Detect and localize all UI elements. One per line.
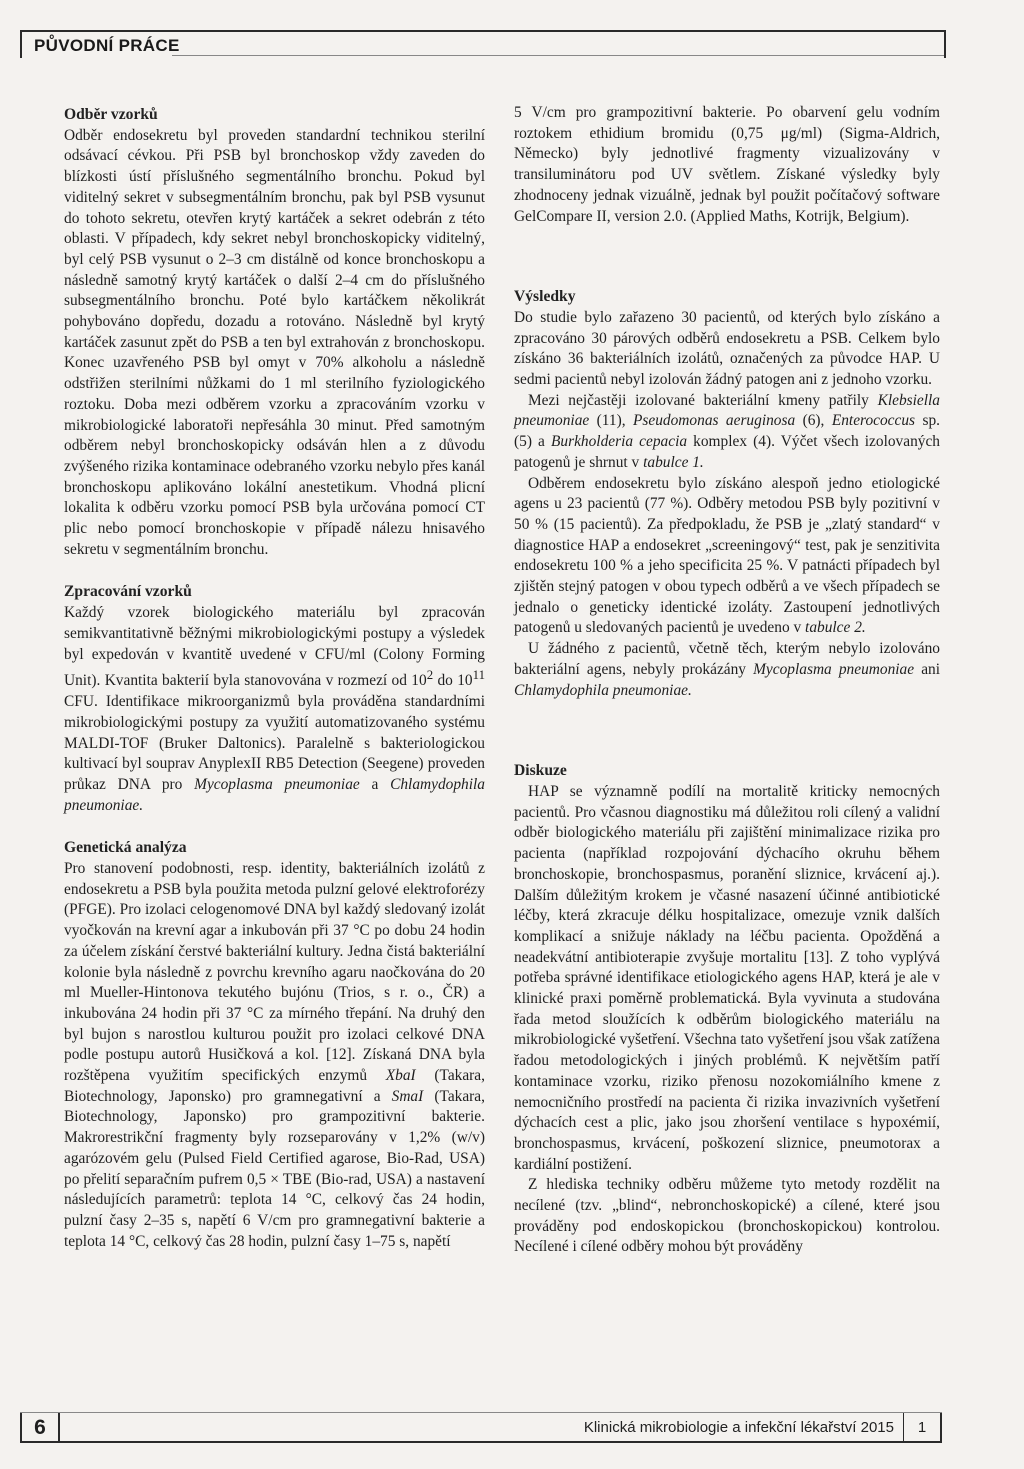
header-rule [172,55,944,56]
right-column [514,103,940,1258]
section-label: PŮVODNÍ PRÁCE [34,36,180,55]
paragraph-continued: 5 V/cm pro grampozitivní bakterie. Po obarvení gelu vodním roztokem ethidium bromidu (0,75 μg/ml) (Sigma-Aldrich, Německo) byly jednotlivé fragmenty vizualizovány v transiluminátoru pod UV světlem. Získané výsledky byly zhodnoceny jednak vizuálně, jednak byl použit počítačový software GelCompare II, version 2.0. (Applied Maths, Kotrijk, Belgium). [514,104,940,225]
left-column [64,105,485,1252]
paragraph-zpracovani-vzorku: Každý vzorek biologického materiálu byl zpracován semikvantitativně běžnými mikrobiologickými postupy a výsledek byl expedován v kvantitě uvedené v CFU/ml (Colony Forming Unit). Kvantita bakterií byla stanovována v rozmezí od $10^2$ do $10^{11}$ CFU. Identifikace mikroorganizmů byla prováděna standardními mikrobiologickými postupy za využití automatizovaného systému MALDI-TOF (Bruker Daltonics). Paralelně s bakteriologickou kultivací byl souprav AnyplexII RB5 Detection (Seegene) proveden průkaz DNA pro Mycoplasma pneumoniae a Chlamydophila pneumoniae. [64,604,485,814]
header-bar [20,30,946,58]
paragraph-odber-vzorku: Odběr endosekretu byl proveden standardní technikou sterilní odsávací cévkou. Při PSB byl bronchoskop vždy zaveden do blízkosti ústí příslušného segmentálního bronchu. Pokud byl viditelný sekret v subsegmentálním bronchu, pak byl PSB vysunut do tohoto sekretu, otevřen krytý kartáček a sekret odebrán z této oblasti. V případech, kdy sekret nebyl bronchoskopicky viditelný, byl celý PSB vysunut o 2–3 cm distálně od konce bronchoskopu a následně samotný krytý kartáček o další 2–4 cm do příslušného subsegmentálního bronchu. Poté bylo kartáčkem několikrát pohybováno dopředu, dozadu a rotováno. Následně byl krytý kartáček zasunut zpět do PSB a ten byl extrahován z bronchoskopu. Konec uzavřeného PSB byl omyt v 70% alkoholu a následně odstřižen sterilními nůžkami do 1 ml sterilního fyziologického roztoku. Doba mezi odběrem vzorku a zpracováním vzorku v mikrobiologické laboratoři nepřesáhla 30 minut. Před samotným odběrem nebyl bronchoskopicky odsáván hlen a z důvodu zvýšeného rizika kontaminace odebraného vzorku nebylo přes kanál bronchoskopu aplikováno lokální anestetikum. Vhodná plicní lokalita k odběru vzorku pomocí PSB byla určována pomocí CT plic nebo pomocí bronchoskopie v případě nálezu hnisavého sekretu v segmentálním bronchu. [64,126,485,558]
issue-number: 1 [903,1413,942,1441]
paragraph-vysledky-2: Mezi nejčastěji izolované bakteriální kmeny patřily Klebsiella pneumoniae (11), Pseudomonas aeruginosa (6), Enterococcus sp. (5) a Burkholderia cepacia komplex (4). Výčet všech izolovaných patogenů je shrnut v tabulce 1. [514,391,940,471]
journal-title: Klinická mikrobiologie a infekční lékařství 2015 [583,1419,894,1436]
heading-odber-vzorku: Odběr vzorků [64,106,158,123]
paragraph-vysledky-3: Odběrem endosekretu bylo získáno alespoň jedno etiologické agens u 23 pacientů (77 %). Odběry metodou PSB byly pozitivní v 50 % (15 pacientů). Za předpokladu, že PSB je „zlatý standard“ v diagnostice HAP a endosekret „screeningový“ test, pak je senzitivita endosekretu 100 % a jeho specificita 25 %. V patnácti případech byl zjištěn stejný patogen v obou typech odběrů a ve všech případech se jednalo o geneticky identické izoláty. Zastoupení jednotlivých patogenů u sledovaných pacientů je uvedeno v tabulce 2. [514,474,940,637]
paragraph-diskuze-1: HAP se významně podílí na mortalitě kriticky nemocných pacientů. Pro včasnou diagnostiku má důležitou roli cílený a validní odběr biologického materiálu při zajištění minimalizace rizika pro pacienta (například rozpojování dýchacího okruhu během bronchoskopie, bronchospasmus, poranění sliznice, krvácení aj.). Dalším důležitým krokem je včasné nasazení účinné antibiotické léčby, která zkracuje délku hospitalizace, omezuje vznik dalších komplikací a snižuje náklady na léčbu pacienta. Opožděná a neadekvátní antibioterapie zvyšuje mortalitu [13]. Z toho vyplývá potřeba správné identifikace etiologického agens HAP, která je ale v klinické praxi poměrně problematická. Byla vyvinuta a studována řada metod sloužících k odběrům biologického materiálu na mikrobiologické vyšetření. Všechna tato vyšetření jsou však zatížena řadou metodologických i jiných problémů. K největším patří kontaminace vzorku, riziko přenosu nozokomiálního kmene z nemocničního prostředí na pacienta či rizika invazivních vyšetření dýchacích cest a plic, jako jsou zhoršení ventilace s hypoxémií, bronchospasmus, krvácení, poškození sliznice, pneumotorax a kardiální postižení. [514,782,940,1173]
paragraph-geneticka-analyza: Pro stanovení podobnosti, resp. identity, bakteriálních izolátů z endosekretu a PSB byla použita metoda pulzní gelové elektroforézy (PFGE). Pro izolaci celogenomové DNA byl každý sledovaný izolát vyočkován na krevní agar a inkubován při 37 °C po dobu 24 hodin za účelem získání čerstvé bakteriální kultury. Jedna čistá bakteriální kolonie byla následně z povrchu krevního agaru naočkována do 20 ml Mueller-Hintonova tekutého bujónu (Trios, s r. o., ČR) a inkubována 24 hodin při 37 °C za mírného třepání. Na druhý den byl bujon s narostlou kulturou použit pro izolaci celkové DNA podle postupu autorů Husičková a kol. [12]. Získaná DNA byla rozštěpena využitím specifických enzymů XbaI (Takara, Biotechnology, Japonsko) pro gramnegativní a SmaI (Takara, Biotechnology, Japonsko) pro grampozitivní bakterie. Makrorestrikční fragmenty byly rozseparovány v 1,2% (w/v) agarózovém gelu (Pulsed Field Certified agarose, Bio-Rad, USA) po přelití separačním pufrem 0,5 × TBE (Bio-rad, USA) a nastavení následujících parametrů: teplota 14 °C, celkový čas 24 hodin, pulzní časy 2–35 s, napětí 6 V/cm pro gramnegativní bakterie a teplota 14 °C, celkový čas 28 hodin, pulzní časy 1–75 s, napětí [64,860,485,1250]
heading-zpracovani-vzorku: Zpracování vzorků [64,583,192,601]
paragraph-vysledky-4: U žádného z pacientů, včetně těch, kterým nebylo izolováno bakteriální agens, nebyly prokázány Mycoplasma pneumoniae ani Chlamydophila pneumoniae. [514,640,941,699]
heading-geneticka-analyza: Genetická analýza [64,839,187,857]
heading-vysledky: Výsledky [514,288,576,306]
heading-diskuze: Diskuze [514,762,567,780]
paragraph-diskuze-2: Z hlediska techniky odběru můžeme tyto metody rozdělit na necílené (tzv. „blind“, nebronchoskopické) a cílené, které jsou prováděny pod endoskopickou (bronchoskopickou) kontrolou. Necílené i cílené odběry mohou být prováděny [514,1176,940,1256]
footer-bar [20,1412,942,1443]
page-number: 6 [20,1413,60,1441]
paragraph-vysledky-1: Do studie bylo zařazeno 30 pacientů, od kterých bylo získáno a zpracováno 30 párových odběrů endosekretu a PSB. Celkem bylo získáno 36 bakteriálních izolátů, označených za původce HAP. U sedmi pacientů nebyl izolován žádný patogen ani z jednoho vzorku. [514,308,940,389]
